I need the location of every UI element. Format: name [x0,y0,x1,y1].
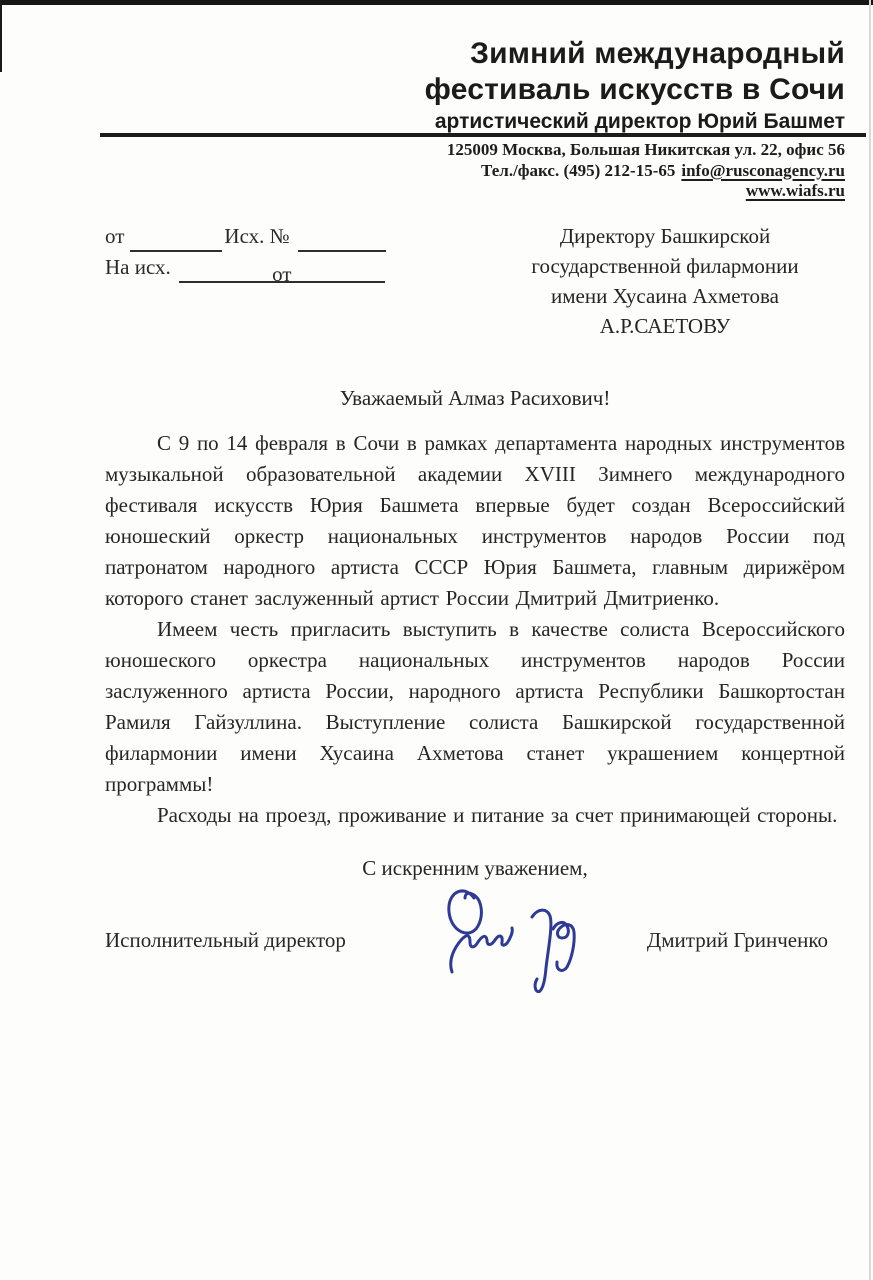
paragraph-2: Имеем честь пригласить выступить в качестве солиста Всероссийского юношеского оркестра национальных инструментов народов России заслуженного артиста России, народного артиста Республики Башкортостан Рамиля Гайзуллина. Выступление солиста Башкирской государственной филармонии имени Хусаина Ахметова станет украшением концертной программы! [105,617,845,796]
ref-incoming-label: На исх. [105,255,171,279]
letterhead-title-line2: фестиваль искусств в Сочи [424,73,845,106]
paragraph-1: С 9 по 14 февраля в Сочи в рамках департамента народных инструментов музыкальной образовательной академии XVIII Зимнего международного фестиваля искусств Юрия Башмета впервые будет создан Всероссийский юношеский оркестр национальных инструментов народов России под патронатом народного артиста СССР Юрия Башмета, главным дирижёром которого станет заслуженный артист России Дмитрий Дмитриенко. [105,431,845,610]
letterhead-subtitle: артистический директор Юрий Башмет [434,110,845,133]
ref-outgoing-label: Исх. № [224,224,290,248]
ref-blank-line-3 [179,259,385,286]
reference-block [105,221,386,286]
reference-row-1 [105,221,386,252]
reference-row-2 [105,252,386,286]
contact-address: 125009 Москва, Большая Никитская ул. 22, офис 56 [446,140,845,159]
ref-blank-line-1 [130,228,222,252]
signer-name: Дмитрий Гринченко [646,928,828,952]
letterhead-rule [100,133,866,137]
ref-from-label-2: от [272,262,292,286]
letterhead [425,36,845,134]
letterhead-contacts [447,140,845,202]
recipient-name: А.Р.САЕТОВУ [599,314,731,338]
scan-artifact-right-edge [869,0,871,1280]
contact-website-link: www.wiafs.ru [745,181,845,200]
recipient-line-3: имени Хусаина Ахметова [551,284,779,308]
letterhead-title-line1: Зимний международный [470,37,845,70]
contact-phone: Тел./факс. (495) 212-15-65 [481,160,676,180]
letter-body [105,428,845,831]
salutation: Уважаемый Алмаз Расихович! [339,386,611,410]
ref-from-label: от [105,224,125,248]
signer-title: Исполнительный директор [105,928,346,952]
ref-blank-line-2 [298,228,386,252]
recipient-block [500,221,830,341]
closing-phrase: С искренним уважением, [362,856,588,880]
contact-phone-line [447,161,845,182]
handwritten-signature [440,880,590,1015]
recipient-line-1: Директору Башкирской [559,224,771,248]
contact-email-link: info@rusconagency.ru [681,160,845,180]
scan-artifact-left-edge [0,0,2,72]
paragraph-3: Расходы на проезд, проживание и питание за счет принимающей стороны. [157,803,838,827]
contact-website-line [447,181,845,202]
recipient-line-2: государственной филармонии [531,254,799,278]
scan-artifact-top-bar [0,0,873,5]
